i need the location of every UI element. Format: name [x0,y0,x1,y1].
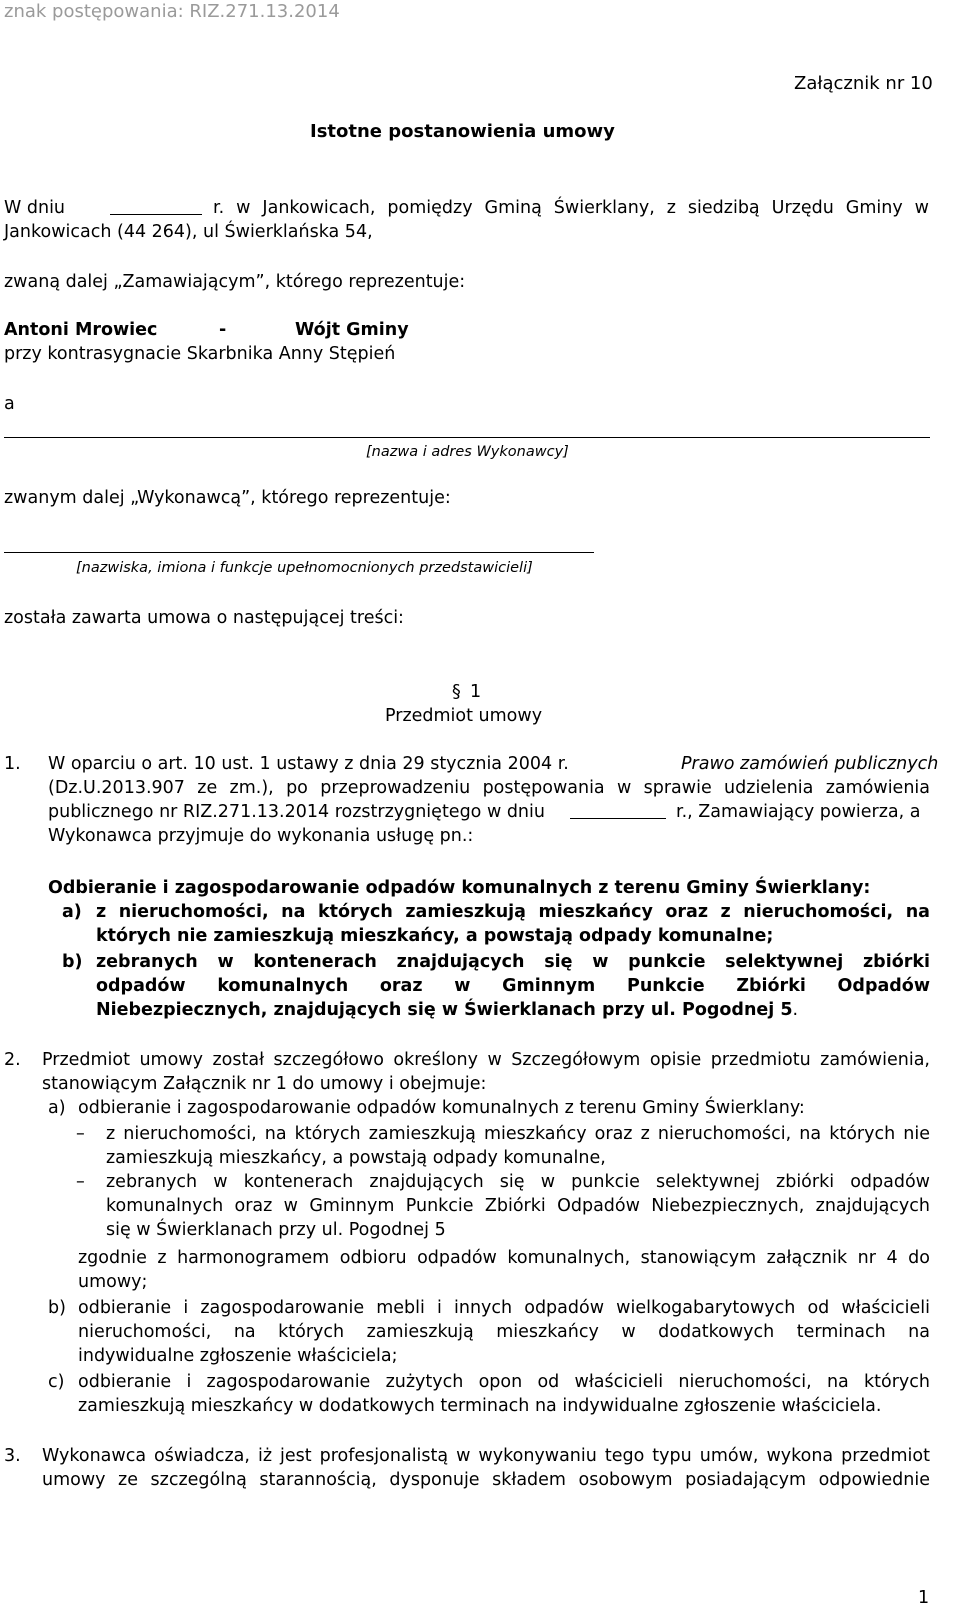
service-title: Odbieranie i zagospodarowanie odpadów komunalnych z terenu Gminy Świerklany: [48,878,871,898]
section-heading: Przedmiot umowy [385,706,543,726]
service-b-line-2: odpadów komunalnych oraz w Gminnym Punkcie Zbiórki Odpadów [96,976,930,996]
item-2-dash-2-line-2: komunalnych oraz w Gminnym Punkcie Zbiórki Odpadów Niebezpiecznych, znajdujących [106,1196,930,1216]
intro-line-3: zwaną dalej „Zamawiającym”, którego reprezentuje: [4,272,466,292]
contractor-called-line: zwanym dalej „Wykonawcą”, którego reprezentuje: [4,488,451,508]
service-b-line-3-period: . [792,1000,799,1020]
item-2-c-line-2: zamieszkują mieszkańcy w dodatkowych terminach na indywidualne zgłoszenie właściciela. [78,1396,882,1416]
item-2-a-text: odbieranie i zagospodarowanie odpadów komunalnych z terenu Gminy Świerklany: [78,1098,805,1118]
intro-line-1: r. w Jankowicach, pomiędzy Gminą Świerklany, z siedzibą Urzędu Gminy w [213,198,929,218]
annex-label: Załącznik nr 10 [794,73,933,94]
and-word: a [4,394,15,414]
service-b-line-1: zebranych w kontenerach znajdujących się w punkcie selektywnej zbiórki [96,952,930,972]
intro-line-2: Jankowicach (44 264), ul Świerklańska 54, [4,222,373,242]
service-b-line-3 [96,998,798,1022]
item-3-number: 3. [4,1446,21,1466]
item-2-dash-2-line-1: zebranych w kontenerach znajdujących się w punkcie selektywnej zbiórki odpadów [106,1172,930,1192]
contractor-placeholder: [nazwa i adres Wykonawcy] [366,444,569,460]
item-2-dash-1: – [76,1124,85,1144]
section-symbol: § [452,682,461,702]
document-title: Istotne postanowienia umowy [310,121,615,142]
item-2-a-label: a) [48,1098,66,1118]
service-b-line-3-text: Niebezpiecznych, znajdujących się w Świerklanach przy ul. Pogodnej 5 [96,1000,793,1020]
item-1-line-2: (Dz.U.2013.907 ze zm.), po przeprowadzeniu postępowania w sprawie udzielenia zamówienia [48,778,930,798]
item-2-line-1: Przedmiot umowy został szczegółowo określony w Szczegółowym opisie przedmiotu zamówienia, [42,1050,930,1070]
item-2-dash-1-line-1: z nieruchomości, na których zamieszkują mieszkańcy oraz z nieruchomości, na których nie [106,1124,930,1144]
item-2-c-label: c) [48,1372,65,1392]
item-1-act-name: Prawo zamówień publicznych [681,754,939,774]
service-a-label: a) [62,902,82,922]
intro-w-dniu: W dniu [4,198,66,218]
representatives-placeholder: [nazwiska, imiona i funkcje upełnomocnionych przedstawicieli] [76,560,533,576]
item-1-line-1a: W oparciu o art. 10 ust. 1 ustawy z dnia 29 stycznia 2004 r. [48,754,569,774]
item-2-schedule-line-1: zgodnie z harmonogramem odbioru odpadów komunalnych, stanowiącym załącznik nr 4 do [78,1248,930,1268]
item-3-line-1: Wykonawca oświadcza, iż jest profesjonalistą w wykonywaniu tego typu umów, wykona przedmiot [42,1446,930,1466]
item-2-dash-2-line-3: się w Świerklanach przy ul. Pogodnej 5 [106,1220,446,1240]
item-1-date-blank [570,818,666,819]
section-number: 1 [470,682,482,702]
concluded-line: została zawarta umowa o następującej treści: [4,608,404,628]
countersign-line: przy kontrasygnacie Skarbnika Anny Stępień [4,344,396,364]
item-2-b-line-1: odbieranie i zagospodarowanie mebli i innych odpadów wielkogabarytowych od właścicieli [78,1298,930,1318]
item-1-number: 1. [4,754,21,774]
item-3-line-2: umowy ze szczególną starannością, dysponuje składem osobowym posiadającym odpowiednie [42,1470,930,1490]
date-blank-line [110,214,202,215]
representative-dash: - [219,320,227,340]
item-2-dash-1-line-2: zamieszkują mieszkańcy, a powstają odpady komunalne, [106,1148,606,1168]
item-2-dash-2: – [76,1172,85,1192]
item-2-number: 2. [4,1050,21,1070]
item-1-line-3a: publicznego nr RIZ.271.13.2014 rozstrzygniętego w dniu [48,802,545,822]
representative-name: Antoni Mrowiec [4,320,158,340]
item-2-line-2: stanowiącym Załącznik nr 1 do umowy i obejmuje: [42,1074,487,1094]
service-a-line-2: których nie zamieszkują mieszkańcy, a powstają odpady komunalne; [96,926,774,946]
item-1-line-4: Wykonawca przyjmuje do wykonania usługę pn.: [48,826,474,846]
service-b-label: b) [62,952,83,972]
item-2-b-line-2: nieruchomości, na których zamieszkują mieszkańcy w dodatkowych terminach na [78,1322,930,1342]
representative-title: Wójt Gminy [295,320,409,340]
item-2-c-line-1: odbieranie i zagospodarowanie zużytych opon od właścicieli nieruchomości, na których [78,1372,930,1392]
page-number: 1 [918,1588,930,1608]
case-number-header: znak postępowania: RIZ.271.13.2014 [4,1,340,22]
item-2-b-line-3: indywidualne zgłoszenie właściciela; [78,1346,398,1366]
item-2-schedule-line-2: umowy; [78,1272,148,1292]
item-1-line-3b: r., Zamawiający powierza, a [676,802,921,822]
service-a-line-1: z nieruchomości, na których zamieszkują mieszkańcy oraz z nieruchomości, na [96,902,930,922]
item-2-b-label: b) [48,1298,66,1318]
contractor-blank-line [4,437,930,438]
representatives-blank-line [4,552,594,553]
